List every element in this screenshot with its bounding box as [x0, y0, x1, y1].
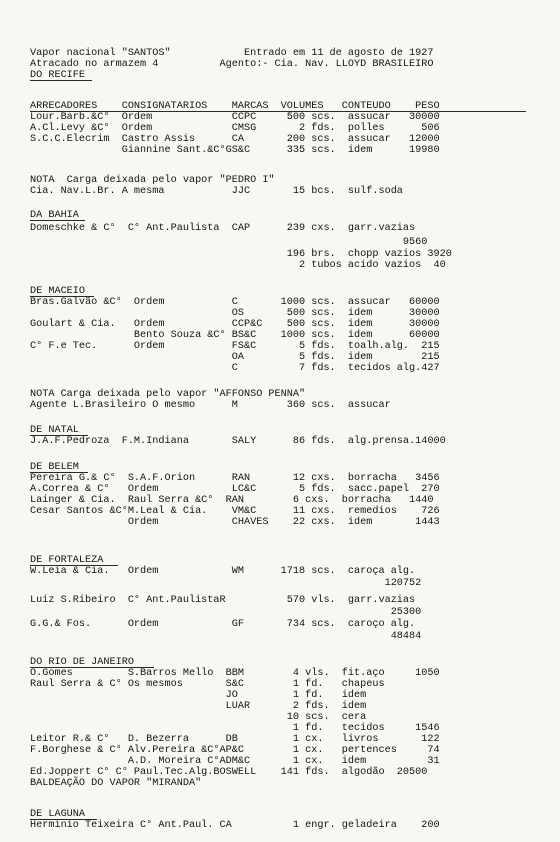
manifest-line: DE LAGUNA	[30, 809, 86, 820]
manifest-line: 1 fd. tecidos 1546	[30, 723, 440, 734]
manifest-line: Ed.Joppert C° C° Paul.Tec.Alg.BOSWELL 141 fds. algodão 20500	[30, 767, 428, 778]
manifest-line: W.Leia & Cia. Ordem WM 1718 scs. caroça alg.	[30, 566, 416, 577]
manifest-line: DE FORTALEZA	[30, 555, 104, 566]
manifest-line: DE NATAL	[30, 425, 79, 436]
manifest-line: LUAR 2 fds. idem	[30, 701, 367, 712]
manifest-line: Cia. Nav.L.Br. A mesma JJC 15 bcs. sulf.soda	[30, 186, 403, 197]
manifest-line: Pereira G.& C° S.A.F.Orion RAN 12 cxs. borracha 3456	[30, 473, 440, 484]
manifest-line: C° F.e Tec. Ordem FS&C 5 fds. toalh.alg. 215	[30, 341, 440, 352]
manifest-line: G.G.& Fos. Ordem GF 734 scs. caroço alg.	[30, 619, 416, 630]
manifest-line: Vapor nacional "SANTOS" Entrado em 11 de agosto de 1927	[30, 48, 434, 59]
manifest-line: Agente L.Brasileiro O mesmo M 360 scs. assucar	[30, 400, 391, 411]
manifest-line: 25300	[30, 607, 422, 618]
manifest-line: Giannine Sant.&C°GS&C 335 scs. idem 19980	[30, 145, 440, 156]
manifest-line: DO RIO DE JANEIRO	[30, 657, 134, 668]
manifest-line: C 7 fds. tecidos alg.427	[30, 363, 440, 374]
manifest-line: DO RECIFE	[30, 70, 86, 81]
manifest-line: Bento Souza &C° BS&C 1000 scs. idem 60000	[30, 330, 440, 341]
manifest-line: BALDEAÇÃO DO VAPOR "MIRANDA"	[30, 778, 202, 789]
manifest-line: Bras.Galvão &C° Ordem C 1000 scs. assucar 60000	[30, 297, 440, 308]
manifest-line: DA BAHIA	[30, 210, 79, 221]
manifest-line: Luiz S.Ribeiro C° Ant.PaulistaR 570 vls. garr.vazias	[30, 595, 416, 606]
manifest-line: 2 tubos acido vazios 40	[30, 260, 446, 271]
manifest-line: 9560	[30, 237, 428, 248]
manifest-line: A.D. Moreira C°ADM&C 1 cx. idem 31	[30, 756, 440, 767]
manifest-line: ARRECADORES CONSIGNATARIOS MARCAS VOLUMES CONTEUDO PESO	[30, 101, 440, 112]
manifest-line: F.Borghese & C° Alv.Pereira &C°AP&C 1 cx. pertences 74	[30, 745, 440, 756]
manifest-line: NOTA Carga deixada pelo vapor "PEDRO I"	[30, 175, 275, 186]
manifest-line: DE MACEIO	[30, 286, 86, 297]
manifest-line: A.Correa & C° Ordem LC&C 5 fds. sacc.papel 270	[30, 484, 440, 495]
manifest-line: O.Gomes S.Barros Mello BBM 4 vls. fit.aço 1050	[30, 668, 440, 679]
manifest-line: 10 scs. cera	[30, 712, 367, 723]
manifest-line: OS 500 scs. idem 30000	[30, 308, 440, 319]
manifest-line: Atracado no armazem 4 Agento:- Cia. Nav. LLOYD BRASILEIRO	[30, 59, 434, 70]
manifest-line: S.C.C.Elecrim Castro Assis CA 200 scs. assucar 12000	[30, 134, 440, 145]
manifest-line: Leitor R.& C° D. Bezerra DB 1 cx. livros 122	[30, 734, 440, 745]
manifest-line: Ordem CHAVES 22 cxs. idem 1443	[30, 517, 440, 528]
manifest-line: Domeschke & C° C° Ant.Paulista CAP 239 cxs. garr.vazias	[30, 223, 416, 234]
manifest-line: OA 5 fds. idem 215	[30, 352, 440, 363]
manifest-line: 48484	[30, 631, 422, 642]
manifest-line: JO 1 fd. idem	[30, 690, 367, 701]
manifest-line: DE BELEM	[30, 462, 79, 473]
manifest-line: Lour.Barb.&C° Ordem CCPC 500 scs. assucar 30000	[30, 112, 440, 123]
manifest-line: Herminio Teixeira C° Ant.Paul. CA 1 engr. geladeira 200	[30, 820, 440, 831]
manifest-line: A.Cl.Levy &C° Ordem CMSG 2 fds. polles 506	[30, 123, 440, 134]
manifest-line: Raul Serra & C° Os mesmos S&C 1 fd. chapeus	[30, 679, 385, 690]
manifest-line: 196 brs. chopp vazios 3920	[30, 249, 452, 260]
manifest-line: J.A.F.Pedroza F.M.Indiana SALY 86 fds. alg.prensa.14000	[30, 436, 446, 447]
manifest-line: Cesar Santos &C°M.Leal & Cia. VM&C 11 cxs. remedios 726	[30, 506, 440, 517]
manifest-line: NOTA Carga deixada pelo vapor "AFFONSO PENNA"	[30, 389, 306, 400]
manifest-line: Lainger & Cia. Raul Serra &C° RAN 6 cxs. borracha 1440	[30, 495, 434, 506]
manifest-line: 120752	[30, 578, 422, 589]
manifest-line: Goulart & Cia. Ordem CCP&C 500 scs. idem 30000	[30, 319, 440, 330]
